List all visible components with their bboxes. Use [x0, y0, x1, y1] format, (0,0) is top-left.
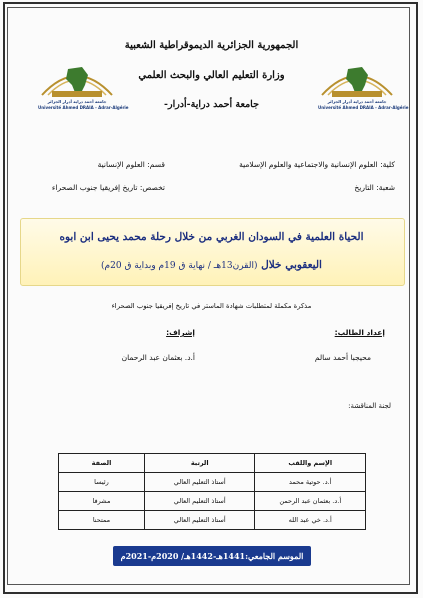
logo-caption-arabic: جامعة أحمد دراية أدرار الجزائر	[47, 99, 107, 104]
logo-caption-latin: Université Ahmed DRAIA - Adrar-Algérie	[318, 105, 409, 110]
thesis-title-main: اليعقوبي خلال	[261, 259, 322, 271]
republic-title: الجمهورية الجزائرية الديموقراطية الشعبية	[124, 40, 299, 51]
jury-name: أ.د. حوتية محمد	[255, 473, 366, 492]
logo-caption-arabic: جامعة أحمد دراية أدرار الجزائر	[327, 99, 387, 104]
department-value: العلوم الإنسانية	[97, 160, 145, 169]
thesis-title-period: (القرن13هـ / نهاية ق 19م وبداية ق 20م)	[101, 261, 258, 271]
supervisor-label: إشراف:	[166, 328, 195, 337]
academic-year-banner: الموسم الجامعي:1441هـ-1442هـ/ 2020م-2021م	[113, 546, 311, 566]
thesis-subtitle: مذكرة مكملة لمتطلبات شهادة الماستر في تاريخ إفريقيا جنوب الصحراء	[111, 302, 312, 310]
jury-header-row	[59, 454, 366, 473]
specialty-row	[52, 183, 165, 192]
jury-name: أ.د. خي عبد الله	[255, 511, 366, 530]
branch-label: شعبة:	[376, 183, 395, 192]
africa-logo-icon	[318, 55, 396, 101]
jury-role: ممتحنا	[59, 511, 145, 530]
department-label: قسم:	[147, 160, 165, 169]
table-row	[59, 473, 366, 492]
student-label: إعداد الطالب:	[334, 328, 385, 337]
table-row	[59, 511, 366, 530]
supervisor-name: أ.د. بعثمان عبد الرحمان	[121, 353, 195, 362]
jury-header-role: الصفة	[59, 454, 145, 473]
jury-rank: أستاذ التعليم العالي	[144, 473, 255, 492]
jury-header-rank: الرتبة	[144, 454, 255, 473]
africa-logo-icon	[38, 55, 116, 101]
jury-label: لجنة المناقشة:	[348, 402, 391, 410]
ministry-title: وزارة التعليم العالي والبحث العلمي	[138, 70, 285, 81]
logo-caption-latin: Université Ahmed DRAIA - Adrar-Algérie	[38, 105, 129, 110]
university-logo-right	[318, 55, 409, 111]
faculty-value: العلوم الإنسانية والاجتماعية والعلوم الإسلامية	[239, 160, 378, 169]
jury-role: مشرفا	[59, 492, 145, 511]
table-row	[59, 492, 366, 511]
jury-rank: أستاذ التعليم العالي	[144, 492, 255, 511]
faculty-label: كلية:	[380, 160, 395, 169]
jury-header-name: الإسم واللقب	[255, 454, 366, 473]
thesis-title-box	[20, 218, 405, 286]
student-name: محيجبا أحمد سالم	[314, 353, 371, 362]
department-row	[98, 160, 165, 169]
jury-table	[58, 453, 366, 530]
specialty-value: تاريخ إفريقيا جنوب الصحراء	[51, 183, 138, 192]
jury-rank: أستاذ التعليم العالي	[144, 511, 255, 530]
branch-value: التاريخ	[354, 183, 374, 192]
jury-name: أ.د. بعثمان عبد الرحمن	[255, 492, 366, 511]
specialty-label: تخصص:	[139, 183, 165, 192]
jury-role: رئيسا	[59, 473, 145, 492]
university-logo-left	[38, 55, 129, 111]
thesis-title-line1: الحياة العلمية في السودان الغربي من خلال رحلة محمد يحيى ابن ابوه	[59, 231, 364, 243]
branch-row	[354, 183, 395, 192]
thesis-title-line2	[20, 259, 403, 271]
university-title: جامعة أحمد دراية-أدرار-	[164, 99, 259, 110]
faculty-row	[239, 160, 395, 169]
